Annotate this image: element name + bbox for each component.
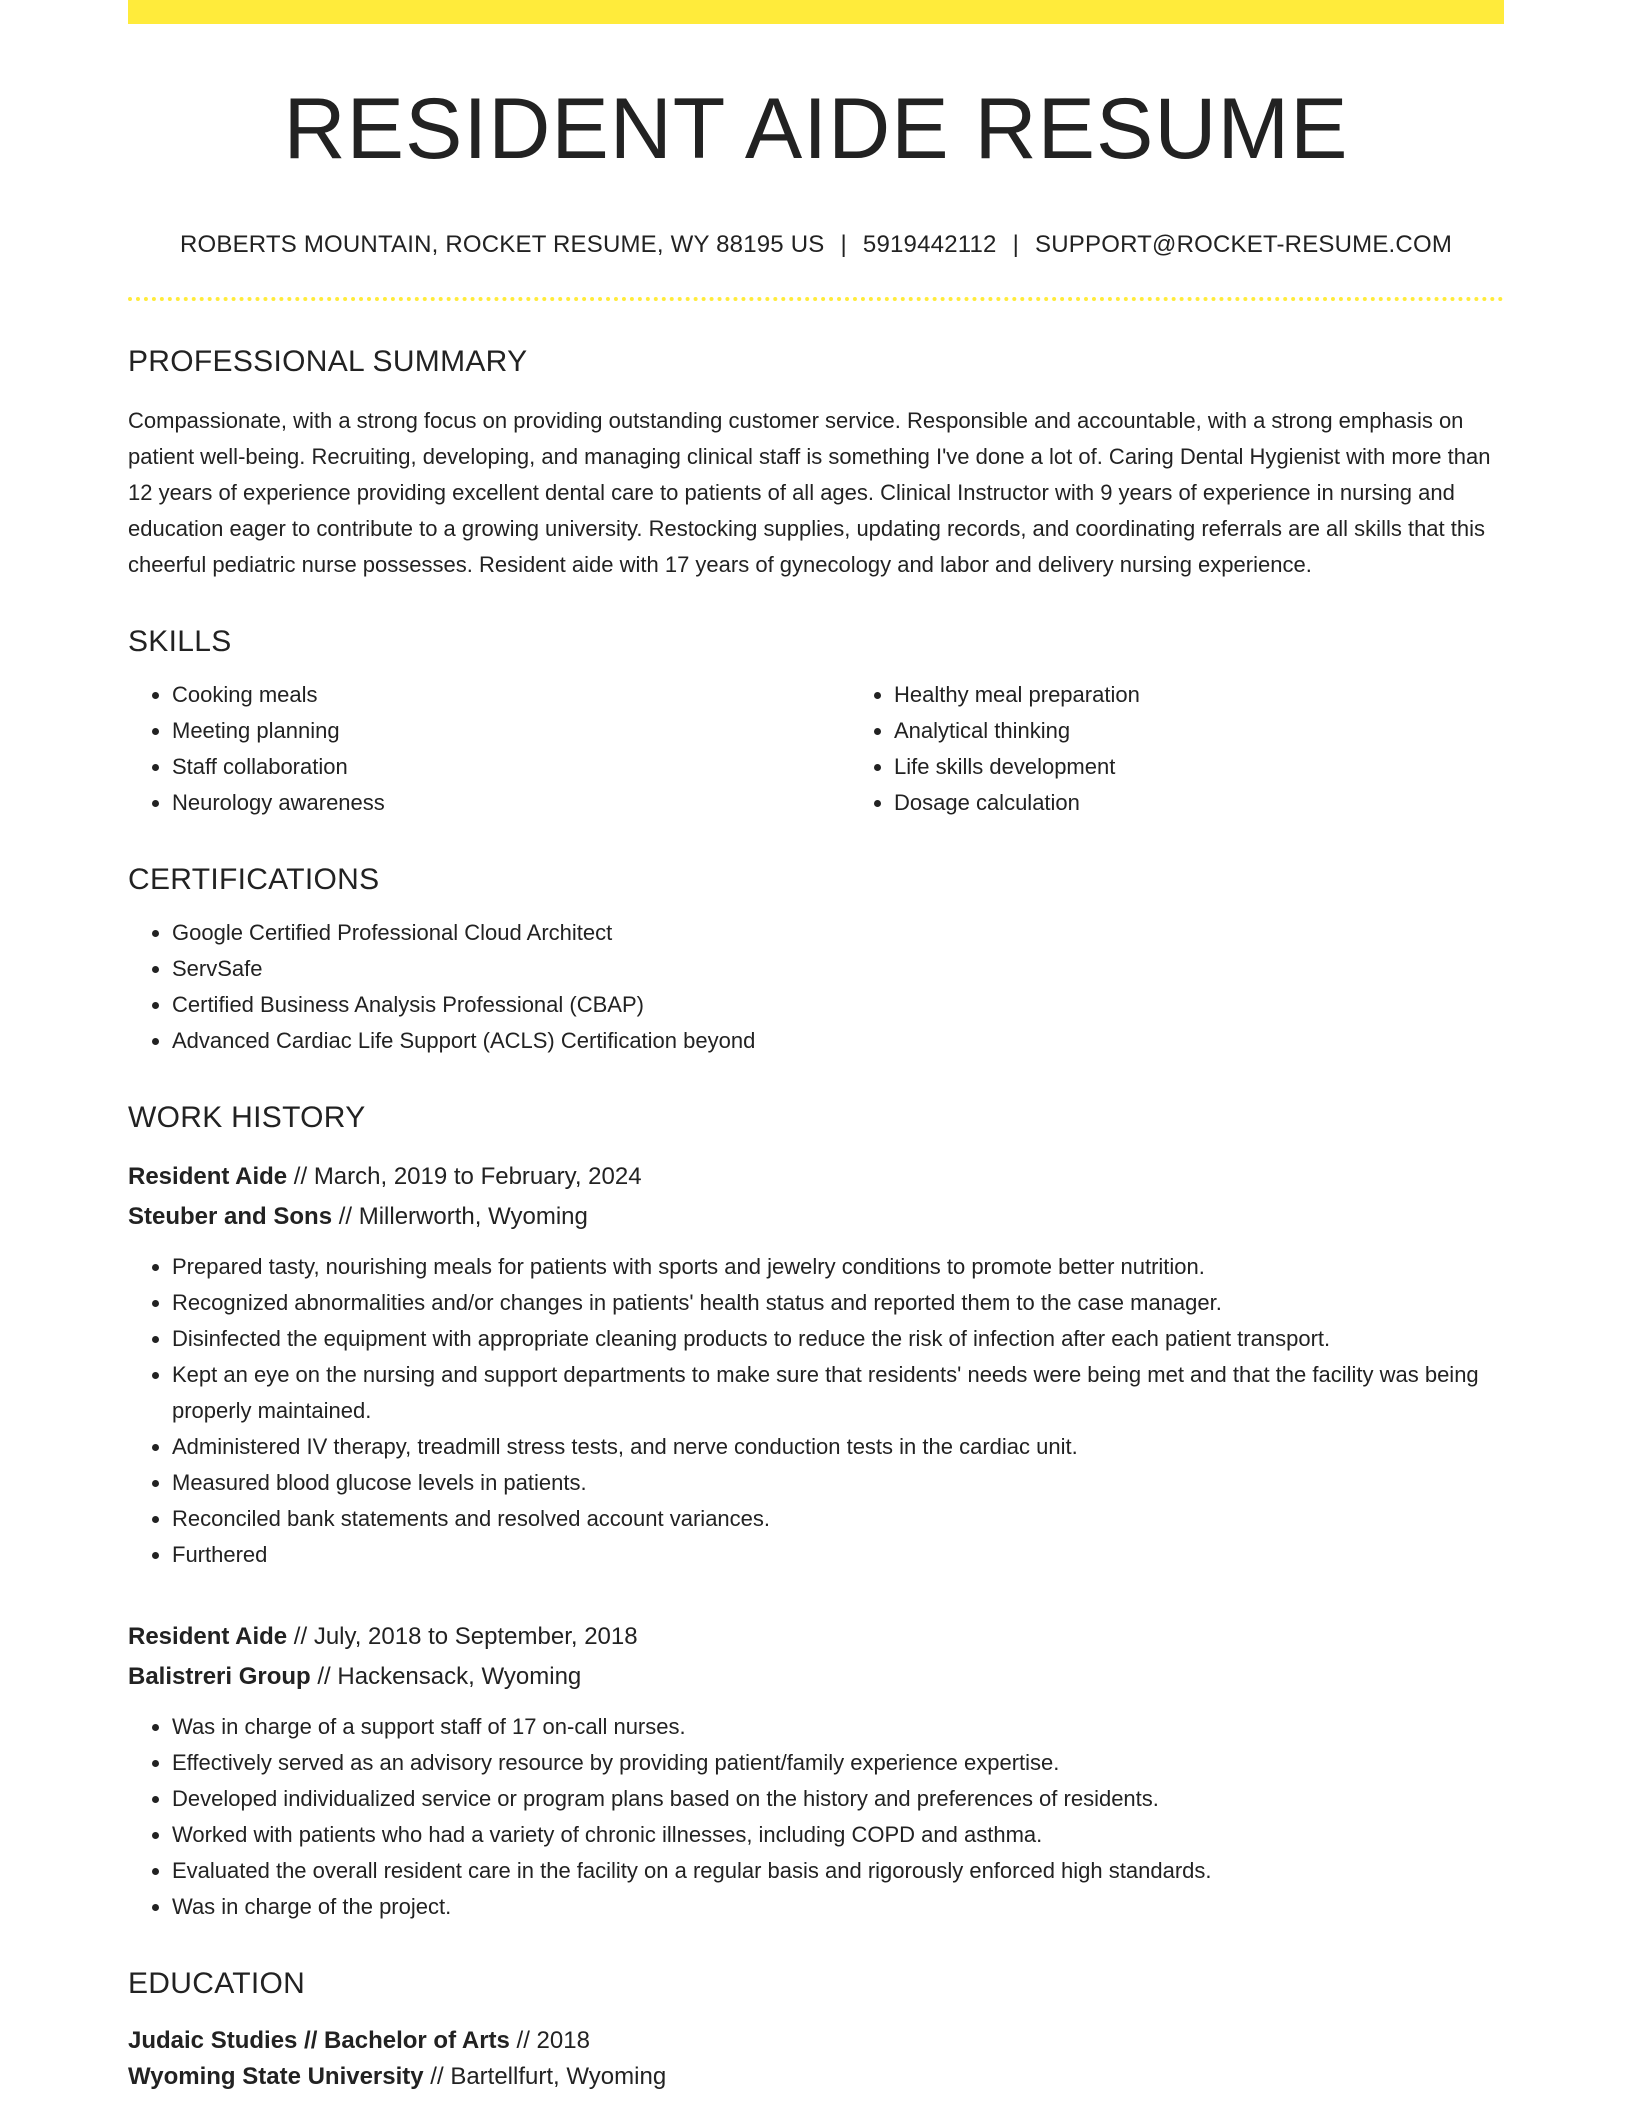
skill-item: • Cooking meals bbox=[172, 677, 850, 713]
job-bullet: • Reconciled bank statements and resolved account variances. bbox=[172, 1501, 1504, 1537]
certifications-heading: CERTIFICATIONS bbox=[128, 862, 380, 896]
job-bullets bbox=[128, 1249, 1504, 1573]
job-bullets bbox=[128, 1709, 1504, 1925]
job-bullet: • Furthered bbox=[172, 1537, 1504, 1573]
job-dates: // July, 2018 to September, 2018 bbox=[287, 1622, 638, 1650]
education-school-line bbox=[128, 2059, 1504, 2095]
certification-item: • Google Certified Professional Cloud Architect bbox=[172, 915, 1504, 951]
skill-item: • Meeting planning bbox=[172, 713, 850, 749]
job-bullet: • Administered IV therapy, treadmill stress tests, and nerve conduction tests in the cardiac unit. bbox=[172, 1429, 1504, 1465]
job-company: Steuber and Sons bbox=[128, 1202, 333, 1230]
job-title-line bbox=[128, 1157, 1504, 1197]
job-company: Balistreri Group bbox=[128, 1662, 311, 1690]
skill-item: • Staff collaboration bbox=[172, 749, 850, 785]
job-bullet: • Effectively served as an advisory resource by providing patient/family experience expertise. bbox=[172, 1745, 1504, 1781]
job-entry bbox=[128, 1617, 1504, 1925]
contact-separator: | bbox=[840, 230, 847, 258]
skill-item: • Dosage calculation bbox=[894, 785, 1572, 821]
job-location: // Hackensack, Wyoming bbox=[310, 1662, 582, 1690]
education-degree-line bbox=[128, 2023, 1504, 2059]
education-entry bbox=[128, 2023, 1504, 2095]
work-history-heading: WORK HISTORY bbox=[128, 1100, 366, 1134]
skill-item: • Life skills development bbox=[894, 749, 1572, 785]
top-accent-bar bbox=[128, 0, 1504, 24]
certification-item: • ServSafe bbox=[172, 951, 1504, 987]
skills-left-list bbox=[128, 677, 850, 821]
skill-item: • Healthy meal preparation bbox=[894, 677, 1572, 713]
education-degree: Judaic Studies // Bachelor of Arts bbox=[128, 2026, 510, 2054]
job-title: Resident Aide bbox=[128, 1622, 288, 1650]
job-title-line bbox=[128, 1617, 1504, 1657]
education-heading: EDUCATION bbox=[128, 1966, 306, 2000]
contact-line bbox=[128, 231, 1504, 259]
contact-phone: 5919442112 bbox=[862, 230, 997, 258]
job-bullet: • Measured blood glucose levels in patients. bbox=[172, 1465, 1504, 1501]
skill-item: • Neurology awareness bbox=[172, 785, 850, 821]
skills-grid bbox=[128, 677, 1504, 821]
page-title: RESIDENT AIDE RESUME bbox=[283, 81, 1349, 177]
job-bullet: • Disinfected the equipment with appropriate cleaning products to reduce the risk of infection after each patient transport. bbox=[172, 1321, 1504, 1357]
job-company-line bbox=[128, 1657, 1504, 1697]
summary-section bbox=[128, 345, 1504, 583]
job-location: // Millerworth, Wyoming bbox=[332, 1202, 588, 1230]
certification-item: • Advanced Cardiac Life Support (ACLS) Certification beyond bbox=[172, 1023, 1504, 1059]
contact-separator: | bbox=[1012, 230, 1020, 258]
job-entry bbox=[128, 1157, 1504, 1573]
job-bullet: • Kept an eye on the nursing and support departments to make sure that residents' needs were being met and that the facility was being properly maintained. bbox=[172, 1357, 1504, 1429]
summary-heading: PROFESSIONAL SUMMARY bbox=[128, 344, 528, 378]
resume-page bbox=[128, 0, 1504, 2095]
skills-right-list bbox=[850, 677, 1572, 821]
certifications-list bbox=[128, 915, 1504, 1059]
job-bullet: • Recognized abnormalities and/or changes in patients' health status and reported them to the case manager. bbox=[172, 1285, 1504, 1321]
job-title: Resident Aide bbox=[128, 1162, 288, 1190]
job-bullet: • Was in charge of a support staff of 17 on-call nurses. bbox=[172, 1709, 1504, 1745]
job-bullet: • Prepared tasty, nourishing meals for patients with sports and jewelry conditions to promote better nutrition. bbox=[172, 1249, 1504, 1285]
summary-text: Compassionate, with a strong focus on providing outstanding customer service. Responsible and accountable, with a strong emphasis on patient well-being. Recruiting, developing, and managing clinical staff is something I've done a lot of. Caring Dental Hygienist with more than 12 years of experience providing excellent dental care to patients of all ages. Clinical Instructor with 9 years of experience in nursing and education eager to contribute to a growing university. Restocking supplies, updating records, and coordinating referrals are all skills that this cheerful pediatric nurse possesses. Resident aide with 17 years of gynecology and labor and delivery nursing experience. bbox=[128, 407, 1491, 577]
contact-email: SUPPORT@ROCKET-RESUME.COM bbox=[1035, 230, 1453, 258]
job-company-line bbox=[128, 1197, 1504, 1237]
education-section bbox=[128, 1967, 1504, 2095]
education-location: // Bartellfurt, Wyoming bbox=[423, 2062, 667, 2090]
job-bullet: • Worked with patients who had a variety of chronic illnesses, including COPD and asthma. bbox=[172, 1817, 1504, 1853]
skills-heading: SKILLS bbox=[128, 624, 232, 658]
contact-address: ROBERTS MOUNTAIN, ROCKET RESUME, WY 88195 US bbox=[179, 230, 825, 258]
header-divider bbox=[128, 297, 1504, 301]
skills-section bbox=[128, 625, 1504, 821]
certifications-section bbox=[128, 863, 1504, 1059]
work-history-section bbox=[128, 1101, 1504, 1925]
certification-item: • Certified Business Analysis Professional (CBAP) bbox=[172, 987, 1504, 1023]
job-bullet: • Evaluated the overall resident care in the facility on a regular basis and rigorously enforced high standards. bbox=[172, 1853, 1504, 1889]
education-year: // 2018 bbox=[509, 2026, 590, 2054]
education-school: Wyoming State University bbox=[128, 2062, 424, 2090]
job-bullet: • Developed individualized service or program plans based on the history and preferences of residents. bbox=[172, 1781, 1504, 1817]
job-bullet: • Was in charge of the project. bbox=[172, 1889, 1504, 1925]
skill-item: • Analytical thinking bbox=[894, 713, 1572, 749]
job-dates: // March, 2019 to February, 2024 bbox=[287, 1162, 642, 1190]
